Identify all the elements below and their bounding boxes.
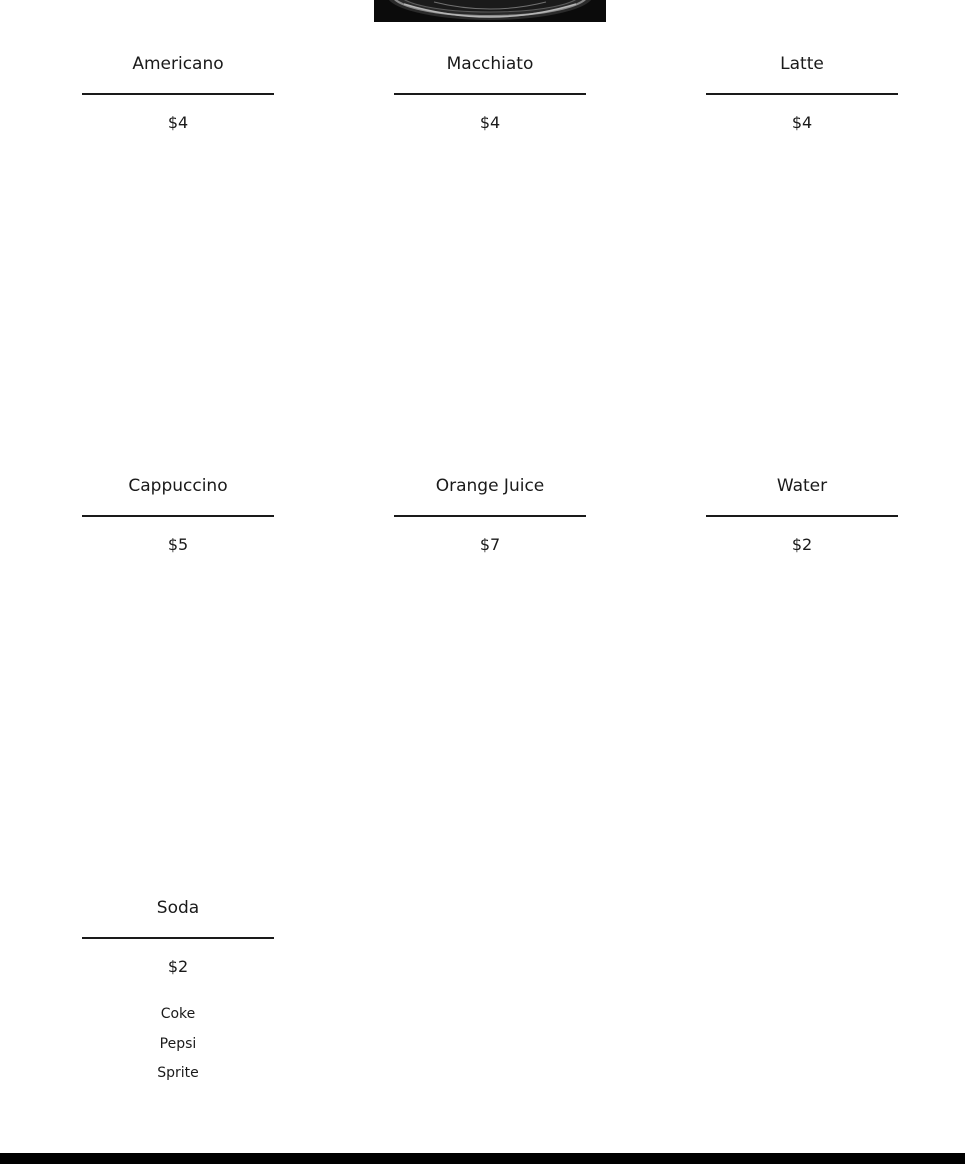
divider — [706, 93, 898, 95]
divider — [394, 515, 586, 517]
item-name: Soda — [156, 898, 200, 918]
item-price: $4 — [791, 113, 813, 132]
item-price: $4 — [167, 113, 189, 132]
soda-options-list — [82, 1003, 274, 1092]
soda-option: Pepsi — [159, 1035, 197, 1052]
item-name: Orange Juice — [435, 476, 545, 496]
item-price: $4 — [479, 113, 501, 132]
item-name: Macchiato — [446, 54, 534, 74]
item-price: $7 — [479, 535, 501, 554]
divider — [394, 93, 586, 95]
item-name: Water — [776, 476, 828, 496]
divider — [82, 515, 274, 517]
divider — [82, 93, 274, 95]
item-price: $2 — [791, 535, 813, 554]
item-name: Latte — [780, 54, 824, 74]
soda-option: Sprite — [157, 1065, 199, 1081]
item-name: Cappuccino — [128, 476, 228, 496]
item-name: Americano — [132, 54, 224, 74]
soda-option: Coke — [160, 1006, 196, 1022]
item-price: $2 — [167, 957, 189, 976]
coffee-cup-image — [374, 0, 606, 22]
coffee-photo — [374, 0, 606, 22]
divider — [706, 515, 898, 517]
item-price: $5 — [167, 535, 189, 554]
divider — [82, 937, 274, 939]
footer-bar — [0, 1153, 965, 1164]
